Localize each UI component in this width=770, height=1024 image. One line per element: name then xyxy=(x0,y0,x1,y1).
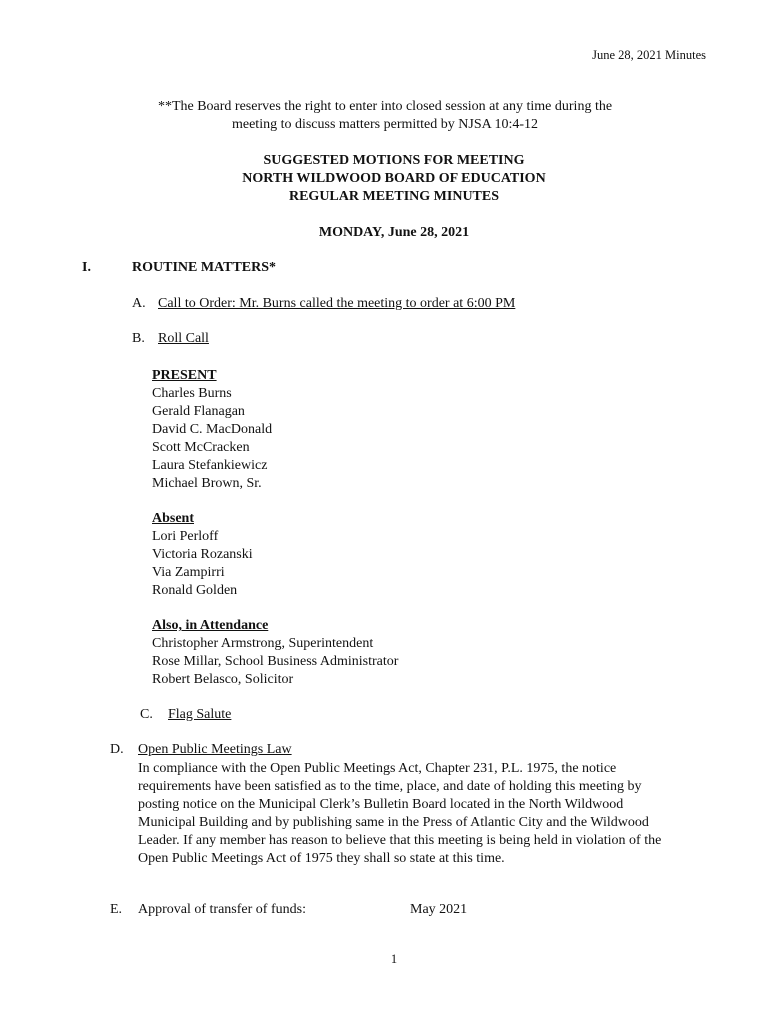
list-item: Scott McCracken xyxy=(152,440,250,455)
item-marker-d: D. xyxy=(110,742,124,757)
page-number: 1 xyxy=(390,952,398,966)
list-item: Laura Stefankiewicz xyxy=(152,458,268,473)
list-item: Michael Brown, Sr. xyxy=(152,476,262,491)
section-number: I. xyxy=(82,260,91,275)
list-item: Victoria Rozanski xyxy=(152,547,253,562)
title-line: REGULAR MEETING MINUTES xyxy=(288,189,500,204)
list-item: Ronald Golden xyxy=(152,583,238,598)
present-heading: PRESENT xyxy=(152,368,217,383)
paragraph-line: posting notice on the Municipal Clerk’s Bulletin Board located in the North Wildwood xyxy=(138,797,624,812)
meeting-date: MONDAY, June 28, 2021 xyxy=(318,225,470,240)
paragraph-line: Municipal Building and by publishing same in the Press of Atlantic City and the Wildwood xyxy=(138,815,649,830)
notice-line: **The Board reserves the right to enter into closed session at any time during the xyxy=(157,99,613,114)
list-item: Gerald Flanagan xyxy=(152,404,245,419)
paragraph-line: Leader. If any member has reason to believe that this meeting is being held in violation of the xyxy=(138,833,662,848)
attendance-list xyxy=(152,617,398,689)
roll-call-heading: Roll Call xyxy=(158,331,209,346)
list-item: Rose Millar, School Business Administrator xyxy=(152,654,399,669)
transfer-of-funds-month: May 2021 xyxy=(410,902,468,917)
paragraph-line: requirements have been satisfied as to the time, place, and date of holding this meeting by xyxy=(138,779,642,794)
list-item: Lori Perloff xyxy=(152,529,219,544)
title-line: NORTH WILDWOOD BOARD OF EDUCATION xyxy=(242,171,546,186)
item-marker-b: B. xyxy=(132,331,145,346)
opma-paragraph xyxy=(138,760,715,868)
list-item: Via Zampirri xyxy=(152,565,225,580)
closed-session-notice xyxy=(0,98,770,134)
paragraph-line: Open Public Meetings Act of 1975 they shall so state at this time. xyxy=(138,851,505,866)
header-date: June 28, 2021 Minutes xyxy=(592,48,706,62)
attendance-heading: Also, in Attendance xyxy=(152,618,269,633)
notice-line: meeting to discuss matters permitted by NJSA 10:4-12 xyxy=(231,117,539,132)
item-marker-a: A. xyxy=(132,296,146,311)
absent-heading: Absent xyxy=(152,511,195,526)
list-item: Robert Belasco, Solicitor xyxy=(152,672,294,687)
title-line: SUGGESTED MOTIONS FOR MEETING xyxy=(263,153,525,168)
transfer-of-funds-label: Approval of transfer of funds: xyxy=(138,902,306,917)
absent-list xyxy=(152,510,253,600)
item-marker-e: E. xyxy=(110,902,123,917)
list-item: Christopher Armstrong, Superintendent xyxy=(152,636,374,651)
paragraph-line: In compliance with the Open Public Meetings Act, Chapter 231, P.L. 1975, the notice xyxy=(138,761,617,776)
item-marker-c: C. xyxy=(140,707,153,722)
opma-heading: Open Public Meetings Law xyxy=(138,742,292,757)
list-item: David C. MacDonald xyxy=(152,422,273,437)
document-title xyxy=(0,152,770,206)
present-list xyxy=(152,367,272,493)
flag-salute: Flag Salute xyxy=(168,707,232,722)
section-title: ROUTINE MATTERS* xyxy=(132,260,277,275)
call-to-order: Call to Order: Mr. Burns called the meeting to order at 6:00 PM xyxy=(158,296,516,311)
list-item: Charles Burns xyxy=(152,386,232,401)
